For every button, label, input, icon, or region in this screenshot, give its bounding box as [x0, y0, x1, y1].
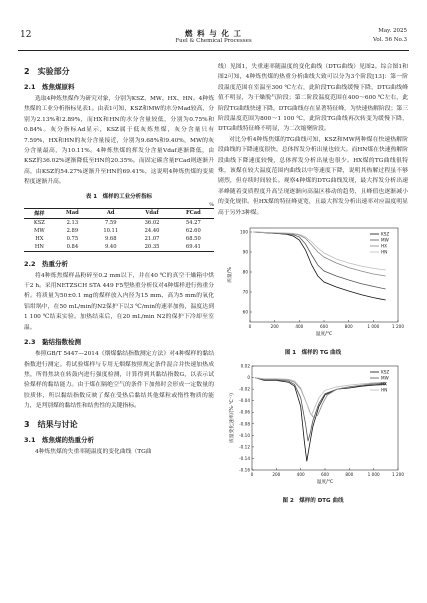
y-tick-label: -0.04 — [239, 398, 250, 404]
table-cell: 36.02 — [144, 219, 160, 226]
table-cell: 2.89 — [66, 227, 79, 234]
x-tick-label: 200 — [270, 324, 279, 330]
figure-caption: 图 1 煤样的 TG 曲线 — [284, 350, 342, 357]
legend-label: KSZ — [381, 369, 390, 375]
table-cell: 7.59 — [104, 219, 117, 226]
legend-label: HX — [381, 381, 388, 387]
y-tick-label: 0 — [247, 375, 250, 381]
table-cell: HN — [34, 243, 44, 250]
issue-date: May. 2025 — [378, 28, 407, 34]
x-axis-label: 温度/℃ — [316, 480, 334, 486]
issue-volume: Vol. 56 No.3 — [372, 37, 407, 43]
x-tick-label: 1 000 — [367, 324, 380, 330]
table-cell: 0.75 — [66, 235, 79, 242]
paragraph: 选取4种炼焦煤作为研究对象，分别为KSZ、MW、HX、HN。4种炼焦煤的工业分析指标见表1。由表1可知，KSZ和MW的水分Mad较高，分别为2.13%和2.89%，而HX和HN的水分含量较低，分别为0.75%和0.84%。灰分指标Ad显示，KSZ属于低灰炼焦煤，灰分含量只有7.59%，HX和HN的灰分含量接近，分别为9.68%和9.40%，MW的灰分含量最高，为10.11%。4种炼焦煤的挥发分含量Vdaf逐渐降低，由KSZ的36.02%逐渐降低至HN的20.35%。而固定碳含量FCad则逐渐升高，由KSZ的54.27%逐渐升至HN的69.41%，这说明4种炼焦煤的变质程度逐渐升高。 — [24, 96, 214, 186]
page-number: 12 — [20, 30, 32, 40]
journal-title-cn: 燃 料 与 化 工 — [185, 29, 242, 38]
y-tick-label: -0.14 — [239, 456, 250, 462]
table-header-cell: Ad — [106, 210, 115, 217]
legend-label: HX — [381, 243, 388, 249]
plot-frame — [252, 366, 398, 470]
tg-chart — [218, 222, 408, 342]
x-tick-label: 0 — [250, 472, 254, 478]
x-tick-label: 200 — [272, 472, 281, 478]
left-column — [24, 62, 214, 457]
dtg-chart — [218, 362, 408, 490]
table-header-cell: Mad — [66, 210, 79, 217]
legend-label: MW — [381, 375, 389, 381]
subsection-heading: 2.3 黏结指数检测 — [24, 338, 82, 347]
figure-dtg — [218, 362, 408, 494]
table-cell: 9.40 — [104, 243, 117, 250]
y-tick-label: 90 — [242, 249, 248, 255]
legend-label: MW — [381, 237, 389, 243]
x-tick-label: 0 — [248, 324, 252, 330]
paragraph: 线）见图1，失重速率随温度的变化曲线（DTG曲线）见图2。综合图1和图2可知，4种炼焦煤的热重分析曲线大致可以分为3个阶段[13]：第一阶段温度范围在室温至300 ℃左右，此阶段TG曲线缓慢下降，DTG曲线峰值不明显，为干燥脱气阶段；第二阶段温度范围在400～600 ℃左右，此阶段TG曲线快速下降，DTG曲线存在显著特征峰，为快速热解阶段；第三阶段温度范围为800～1 100 ℃，此阶段TG曲线再次转变为缓慢下降，DTG曲线特征峰不明显，为二次缩聚阶段。 — [218, 64, 408, 133]
section-heading: 3 结果与讨论 — [24, 419, 78, 429]
y-tick-label: 60 — [242, 309, 248, 315]
table-cell: 54.27 — [185, 219, 201, 226]
journal-title-en: Fuel & Chemical Processes — [175, 38, 252, 44]
series-line-hx — [253, 232, 386, 276]
data-table — [24, 208, 214, 252]
table-cell: 20.35 — [144, 243, 160, 250]
paragraph: 将4种炼焦煤样品粉碎至0.2 mm以下，并在40 ℃的真空干燥箱中烘干2 h。采用NETZSCH STA 449 F5型热重分析仪对4种煤样进行热重分析。将质量为50±0.1 mg的煤样放入内径为15 mm、高为5 mm的氧化铝坩埚中，在50 mL/min的N2保护下以3 ℃/min的速率加热，温度达到1 100 ℃结束实验。加热结束后，在20 mL/min N2的保护下冷却至室温。 — [24, 272, 214, 331]
table-cell: 2.13 — [66, 219, 79, 226]
y-tick-label: -0.12 — [239, 444, 250, 450]
x-tick-label: 1 000 — [367, 472, 380, 478]
y-tick-label: -0.10 — [239, 432, 250, 438]
table-cell: 62.60 — [185, 227, 201, 234]
table-row — [24, 243, 214, 252]
table-unit: % — [209, 201, 214, 208]
y-axis-label: 质量/% — [228, 267, 233, 283]
x-tick-label: 800 — [344, 324, 353, 330]
table-cell: MW — [34, 227, 45, 234]
table-row — [24, 218, 214, 227]
table-cell: 68.50 — [185, 235, 201, 242]
y-tick-label: 100 — [240, 229, 248, 235]
y-tick-label: -0.02 — [239, 386, 250, 392]
paragraph: 4种炼焦煤的失重率随温度的变化曲线（TG曲 — [35, 448, 152, 455]
legend-label: KSZ — [381, 231, 390, 237]
table-cell: KSZ — [33, 219, 45, 226]
subsection-heading: 2.1 炼焦煤原料 — [24, 83, 75, 91]
page-header — [18, 24, 409, 51]
series-line-hn — [253, 232, 386, 270]
table-cell: 21.07 — [144, 235, 160, 242]
legend-label: HN — [381, 249, 388, 255]
figure-tg — [218, 222, 408, 346]
table-cell: 24.40 — [144, 227, 160, 234]
y-tick-label: -0.06 — [239, 409, 250, 415]
table-row — [24, 235, 214, 243]
x-axis-label: 温度/℃ — [315, 332, 333, 338]
table-row — [24, 227, 214, 235]
series-line-mw — [253, 232, 386, 289]
table-caption-text: 表 1 煤样的工业分析指标 — [85, 193, 153, 200]
table-header-cell: 煤样 — [34, 210, 45, 217]
x-tick-label: 600 — [320, 324, 328, 330]
series-line-ksz — [255, 378, 386, 462]
y-tick-label: 70 — [242, 289, 248, 295]
table-header-row — [24, 208, 214, 218]
x-tick-label: 1 200 — [392, 324, 404, 330]
table-caption — [24, 192, 214, 200]
table-cell: 10.11 — [103, 227, 119, 234]
x-tick-label: 400 — [296, 472, 305, 478]
y-tick-label: -0.16 — [239, 467, 250, 473]
subsection-heading: 3.1 炼焦煤的热重分析 — [24, 435, 95, 444]
legend-label: HN — [381, 387, 388, 393]
y-tick-label: 0.02 — [240, 363, 250, 369]
table-cell: 9.68 — [104, 235, 117, 242]
right-column — [218, 62, 408, 510]
x-tick-label: 800 — [345, 472, 354, 478]
section-heading: 2 实验部分 — [24, 67, 70, 76]
paragraph: 对比分析4种炼焦煤的TG曲线可知，KSZ和MW两种煤在快速热解阶段曲线的下降速度很快，总体挥发分析出量也较大。而HN煤在快速热解阶段曲线下降速度较慢，总体挥发分析出量也很少。HX煤的TG曲线很特殊，该煤在较大温度范围内曲线以中等速度下降，说明其热解过程虽不够剧烈，但存续时间较长。观察4种煤的DTG曲线发现，最大挥发分析出速率峰随着变质程度升高呈现逐渐向高温区移动的趋势，且峰值也逐渐减小的变化规律。但HX煤的特征峰更宽，且最大挥发分析出速率对应温度明显高于另外3种煤。 — [218, 136, 408, 216]
x-tick-label: 1 200 — [392, 472, 404, 478]
y-axis-label: 质量变化速率/(%·℃⁻¹) — [230, 393, 235, 444]
y-tick-label: 80 — [242, 269, 248, 275]
paragraph: 参照GB/T 5447—2014《烟煤黏结指数测定方法》对4种煤样的黏结指数进行测定。将试验煤样与专用无烟煤按照规定条件混合并快速加热成焦，所得焦块在转鼓内进行强度检测，计算得到其黏结指数G，以表示试验煤样的黏结能力。由于煤在隔绝空气的条件下加热时会形成一定数量的胶质体，所以黏结指数反映了煤在受热后黏结其他煤粒或惰性物质的能力，是判别煤的黏结性和结焦性的关键指标。 — [24, 351, 214, 410]
table-header-cell: Vdaf — [145, 210, 159, 217]
subsection-heading: 2.2 热重分析 — [24, 259, 69, 268]
table-cell: HX — [35, 235, 44, 242]
x-tick-label: 600 — [321, 472, 329, 478]
table-cell: 69.41 — [185, 243, 201, 250]
table-header-cell: FCad — [185, 210, 201, 217]
plot-frame — [250, 228, 398, 322]
figure-caption: 图 2 煤样的 DTG 曲线 — [282, 498, 344, 505]
table-cell: 0.84 — [66, 243, 79, 250]
x-tick-label: 400 — [295, 324, 304, 330]
y-tick-label: -0.08 — [239, 421, 250, 427]
